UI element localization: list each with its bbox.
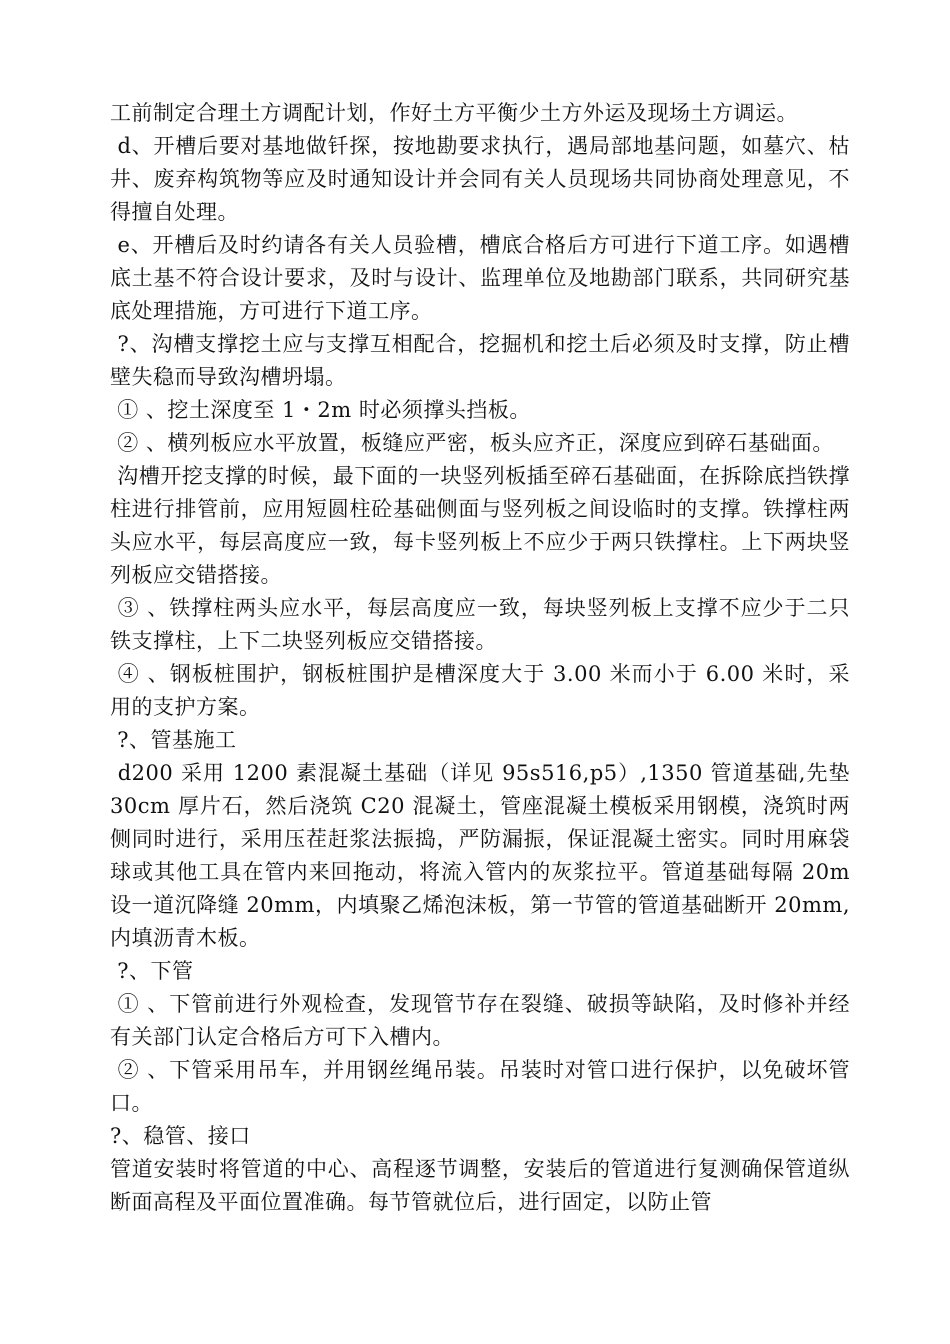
paragraph-item-e: e、开槽后及时约请各有关人员验槽，槽底合格后方可进行下道工序。如遇槽底土基不符合设计要求，及时与设计、监理单位及地勘部门联系，共同研究基底处理措施，方可进行下道工序。 [110, 233, 850, 323]
heading-pipe-lowering: ?、下管 [110, 959, 194, 983]
document-body [110, 97, 858, 1219]
paragraph-pipe-installation: 管道安装时将管道的中心、高程逐节调整，安装后的管道进行复测确保管道纵断面高程及平面位置准确。每节管就位后，进行固定，以防止管 [110, 1157, 850, 1214]
paragraph-support-3: ③ 、铁撑柱两头应水平，每层高度应一致，每块竖列板上支撑不应少于二只铁支撑柱，上下二块竖列板应交错搭接。 [110, 596, 850, 653]
paragraph-lowering-1: ① 、下管前进行外观检查，发现管节存在裂缝、破损等缺陷，及时修补并经有关部门认定合格后方可下入槽内。 [110, 992, 850, 1049]
paragraph-earthwork-plan: 工前制定合理土方调配计划，作好土方平衡少土方外运及现场土方调运。 [110, 101, 798, 125]
heading-pipe-foundation: ?、管基施工 [110, 728, 237, 752]
paragraph-support-detail: 沟槽开挖支撑的时候，最下面的一块竖列板插至碎石基础面，在拆除底挡铁撑柱进行排管前，应用短圆柱砼基础侧面与竖列板之间设临时的支撑。铁撑柱两头应水平，每层高度应一致，每卡竖列板上不应少于两只铁撑柱。上下两块竖列板应交错搭接。 [110, 464, 850, 587]
paragraph-pipe-foundation: d200 采用 1200 素混凝土基础（详见 95s516,p5）,1350 管道基础,先垫 30cm 厚片石，然后浇筑 C20 混凝土，管座混凝土模板采用钢模，浇筑时两侧同时进行，采用压茬赶浆法振捣，严防漏振，保证混凝土密实。同时用麻袋球或其他工具在管内来回拖动，将流入管内的灰浆拉平。管道基础每隔 20m 设一道沉降缝 20mm，内填聚乙烯泡沫板，第一节管的管道基础断开 20mm,内填沥青木板。 [110, 761, 858, 950]
paragraph-lowering-2: ② 、下管采用吊车，并用钢丝绳吊装。吊装时对管口进行保护，以免破坏管口。 [110, 1058, 850, 1115]
paragraph-item-d: d、开槽后要对基地做钎探，按地勘要求执行，遇局部地基问题，如墓穴、枯井、废弃构筑物等应及时通知设计并会同有关人员现场共同协商处理意见，不得擅自处理。 [110, 134, 850, 224]
paragraph-support-4: ④ 、钢板桩围护，钢板桩围护是槽深度大于 3.00 米而小于 6.00 米时，采用的支护方案。 [110, 662, 851, 719]
paragraph-trench-support: ?、沟槽支撑挖土应与支撑互相配合，挖掘机和挖土后必须及时支撑，防止槽壁失稳而导致沟槽坍塌。 [110, 332, 850, 389]
paragraph-support-2: ② 、横列板应水平放置，板缝应严密，板头应齐正，深度应到碎石基础面。 [110, 431, 834, 455]
paragraph-support-1: ① 、挖土深度至 1・2m 时必须撑头挡板。 [110, 398, 531, 422]
heading-pipe-joint: ?、稳管、接口 [110, 1124, 251, 1148]
